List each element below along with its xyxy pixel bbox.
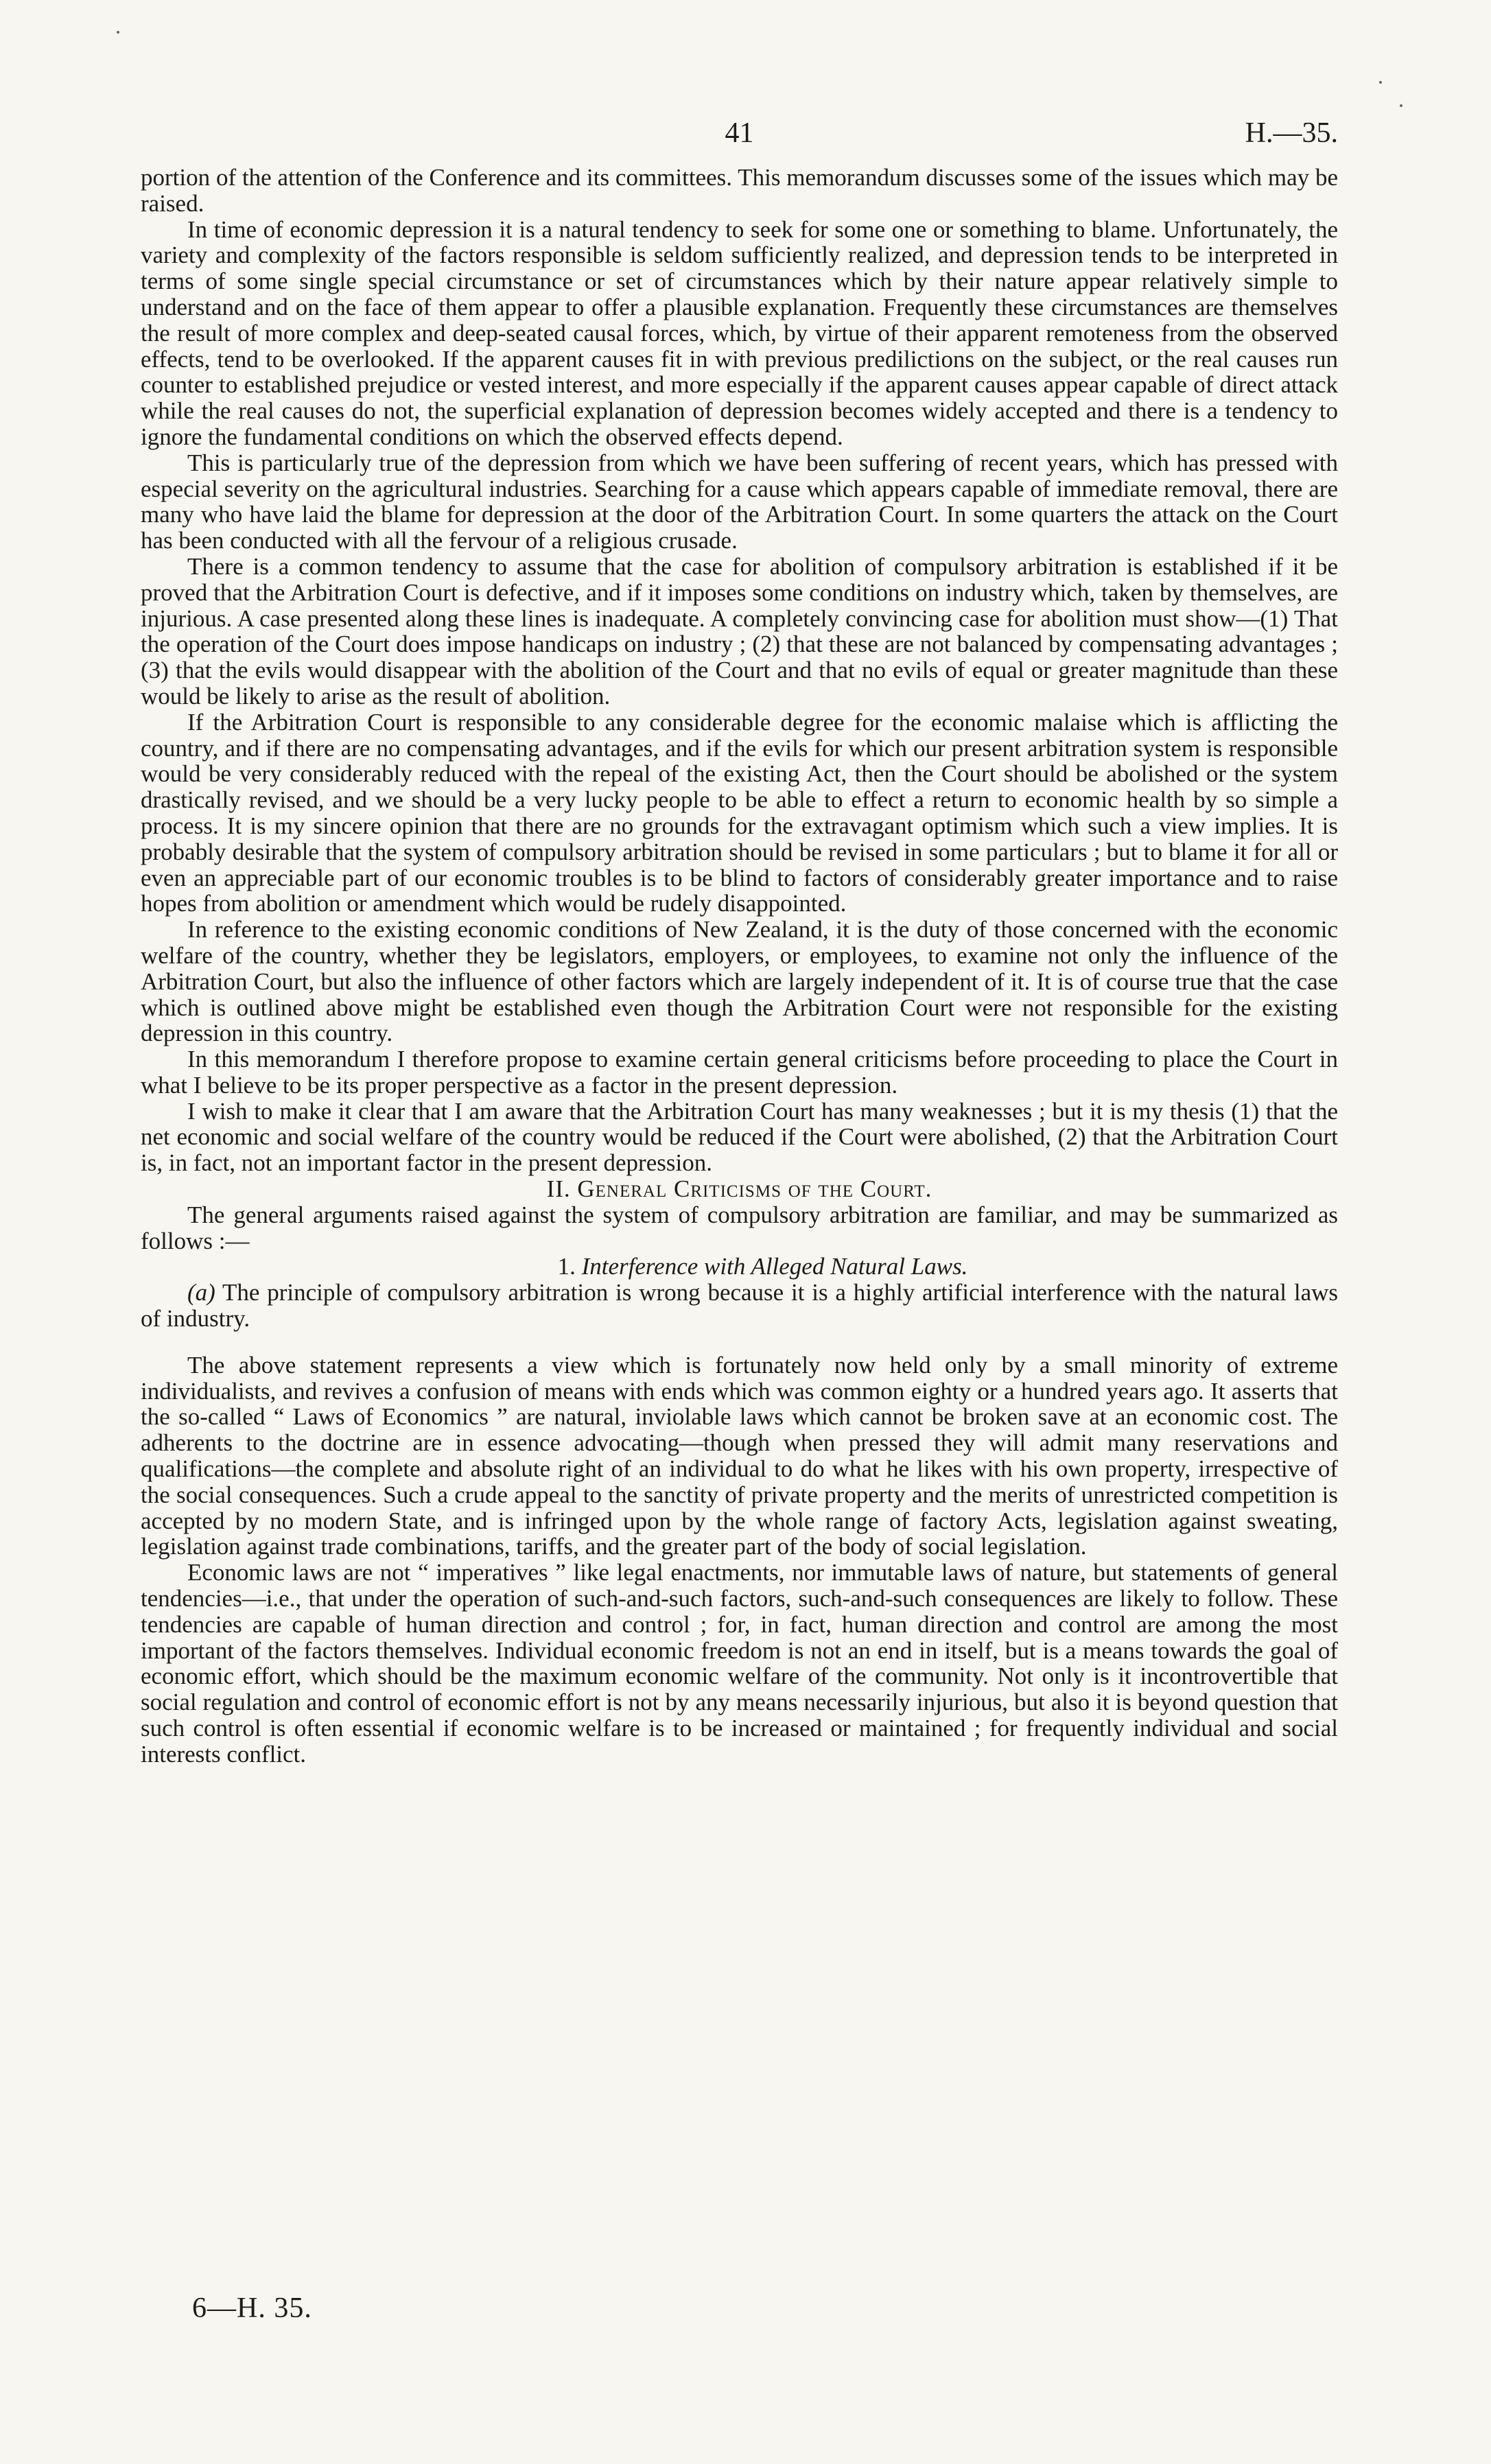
paragraph: portion of the attention of the Conference and its committees. This memorandum discusses some of the issues which may be raised. bbox=[141, 164, 1338, 217]
paragraph: I wish to make it clear that I am aware that the Arbitration Court has many weaknesses ; but it is my thesis (1) that the net economic and social welfare of the country would be reduced if the Court were abolished, (2) that the Arbitration Court is, in fact, not an important factor in the present depression. bbox=[141, 1097, 1338, 1177]
sub-heading bbox=[141, 1254, 1338, 1280]
section-heading: II. General Criticisms of the Court. bbox=[546, 1175, 932, 1203]
page-number: 41 bbox=[725, 117, 754, 149]
scan-speck bbox=[117, 31, 119, 34]
criticism-text: The principle of compulsory arbitration is wrong because it is a highly artificial interference with the natural laws of industry. bbox=[141, 1279, 1338, 1333]
paragraph: There is a common tendency to assume that the case for abolition of compulsory arbitration is established if it be proved that the Arbitration Court is defective, and if it imposes some conditions on industry which, taken by themselves, are injurious. A case presented along these lines is inadequate. A completely convincing case for abolition must show—(1) That the operation of the Court does impose handicaps on industry ; (2) that these are not balanced by compensating advantages ; (3) that the evils would disappear with the abolition of the Court and that no evils of equal or greater magnitude than these would be likely to arise as the result of abolition. bbox=[141, 552, 1338, 709]
paragraph: In time of economic depression it is a natural tendency to seek for some one or something to blame. Unfortunately, the variety and complexity of the factors responsible is seldom sufficiently realized, and depression tends to be interpreted in terms of some single special circumstance or set of circumstances which by their nature appear relatively simple to understand and on the face of them appear to offer a plausible explanation. Frequently these circumstances are themselves the result of more complex and deep-seated causal forces, which, by virtue of their apparent remoteness from the observed effects, tend to be overlooked. If the apparent causes fit in with previous predilictions on the subject, or the real causes run counter to established prejudice or vested interest, and more especially if the apparent causes appear capable of direct attack while the real causes do not, the superficial explanation of depression becomes widely accepted and there is a tendency to ignore the fundamental conditions on which the observed effects depend. bbox=[141, 215, 1338, 450]
paragraph: The above statement represents a view which is fortunately now held only by a small minority of extreme individualists, and revives a confusion of means with ends which was common eighty or a hundred years ago. It asserts that the so-called “ Laws of Economics ” are natural, inviolable laws which cannot be broken save at an economic cost. The adherents to the doctrine are in essence advocating—though when pressed they will admit many reservations and qualifications—the complete and absolute right of an individual to do what he likes with his own property, irrespective of the social consequences. Such a crude appeal to the sanctity of private property and the merits of unrestricted competition is accepted by no modern State, and is infringed upon by the whole range of factory Acts, legislation against sweating, legislation against trade combinations, tariffs, and the greater part of the body of social legislation. bbox=[141, 1351, 1338, 1560]
paragraph: This is particularly true of the depression from which we have been suffering of recent years, which has pressed with especial severity on the agricultural industries. Searching for a cause which appears capable of immediate removal, there are many who have laid the blame for depression at the door of the Arbitration Court. In some quarters the attack on the Court has been conducted with all the fervour of a religious crusade. bbox=[141, 449, 1338, 554]
scan-speck bbox=[1400, 104, 1402, 107]
page-header bbox=[141, 103, 1338, 165]
scan-speck bbox=[1379, 81, 1382, 84]
document-page bbox=[141, 103, 1338, 1768]
body-text bbox=[141, 165, 1338, 1768]
paragraph: Economic laws are not “ imperatives ” like legal enactments, nor immutable laws of nature, but statements of general tendencies—i.e., that under the operation of such-and-such factors, such-and-such consequences are likely to follow. These tendencies are capable of human direction and control ; for, in fact, human direction and control are among the most important of the factors themselves. Individual economic freedom is not an end in itself, but is a means towards the goal of economic effort, which should be the maximum economic welfare of the community. Not only is it incontrovertible that social regulation and control of economic effort is not by any means necessarily injurious, but also it is beyond question that such control is often essential if economic welfare is to be increased or maintained ; for frequently individual and social interests conflict. bbox=[141, 1559, 1338, 1768]
criticism-marker: (a) bbox=[187, 1279, 215, 1306]
paragraph: In reference to the existing economic conditions of New Zealand, it is the duty of those concerned with the economic welfare of the country, whether they be legislators, employers, or employees, to examine not only the influence of the Arbitration Court, but also the influence of other factors which are largely independent of it. It is of course true that the case which is outlined above might be established even though the Arbitration Court were not responsible for the existing depression in this country. bbox=[141, 916, 1338, 1047]
paragraph: If the Arbitration Court is responsible to any considerable degree for the economic malaise which is afflicting the country, and if there are no compensating advantages, and if the evils for which our present arbitration system is responsible would be very considerably reduced with the repeal of the existing Act, then the Court should be abolished or the system drastically revised, and we should be a very lucky people to be able to effect a return to economic health by so simple a process. It is my sincere opinion that there are no grounds for the extravagant optimism which such a view implies. It is probably desirable that the system of compulsory arbitration should be revised in some particulars ; but to blame it for all or even an appreciable part of our economic troubles is to be blind to factors of considerably greater importance and to raise hopes from abolition or amendment which would be rudely disappointed. bbox=[141, 708, 1338, 917]
page-footer-signature: 6—H. 35. bbox=[192, 2292, 312, 2324]
sub-heading-number: 1. bbox=[557, 1253, 576, 1280]
document-reference: H.—35. bbox=[1245, 117, 1338, 149]
paragraph: In this memorandum I therefore propose to examine certain general criticisms before proceeding to place the Court in what I believe to be its proper perspective as a factor in the present depression. bbox=[141, 1046, 1338, 1099]
sub-heading-title: Interference with Alleged Natural Laws. bbox=[581, 1253, 968, 1280]
section-intro: The general arguments raised against the system of compulsory arbitration are familiar, and may be summarized as follows :— bbox=[141, 1201, 1338, 1254]
criticism-statement bbox=[141, 1280, 1338, 1332]
